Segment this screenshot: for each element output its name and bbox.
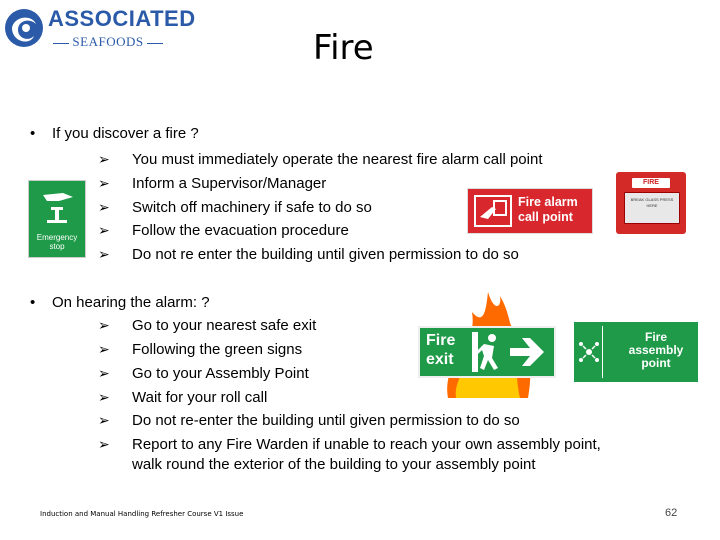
- fire-alarm-label: [518, 195, 578, 225]
- list-item-text: walk round the exterior of the building to your assembly point: [132, 456, 536, 473]
- assembly-divider: [602, 326, 603, 378]
- list-item-continuation: [0, 453, 720, 477]
- arrow-bullet-icon: ➢: [98, 365, 110, 381]
- arrow-bullet-icon: ➢: [98, 412, 110, 428]
- call-box-label-plate: [632, 178, 670, 188]
- list-item-text: Go to your nearest safe exit: [132, 317, 317, 334]
- list-item: [0, 172, 720, 196]
- list-item: [0, 386, 720, 410]
- bullet-dot: •: [30, 125, 36, 142]
- list-item: [0, 196, 720, 220]
- list-item: [0, 243, 720, 267]
- hand-press-icon: [29, 181, 85, 231]
- fire-alarm-line1: Fire alarm: [518, 195, 578, 209]
- arrow-right-icon: [508, 334, 548, 370]
- logo-subtitle: SEAFOODS: [48, 34, 168, 50]
- fire-call-point-box: [616, 172, 686, 234]
- section1-heading-row: [0, 122, 720, 146]
- arrow-bullet-icon: ➢: [98, 317, 110, 333]
- logo-name: ASSOCIATED: [48, 6, 196, 31]
- list-item: [0, 219, 720, 243]
- arrow-bullet-icon: ➢: [98, 341, 110, 357]
- fire-exit-line1: Fire: [426, 332, 456, 349]
- fire-exit-line2: exit: [426, 351, 454, 368]
- fire-exit-label: [426, 331, 455, 369]
- assembly-point-label: [616, 331, 696, 370]
- list-item-text: Go to your Assembly Point: [132, 365, 309, 382]
- bullet-dot: •: [30, 294, 36, 311]
- call-box-glass: [624, 192, 680, 224]
- arrow-bullet-icon: ➢: [98, 436, 110, 452]
- arrow-bullet-icon: ➢: [98, 222, 110, 238]
- list-item: [0, 409, 720, 433]
- fire-assembly-point-sign: [574, 322, 698, 382]
- section2-heading: On hearing the alarm: ?: [52, 294, 210, 311]
- page-number: 62: [665, 507, 678, 519]
- section1-heading: If you discover a fire ?: [52, 125, 199, 142]
- emergency-stop-line1: Emergency: [36, 233, 78, 242]
- emergency-stop-sign: [28, 180, 86, 258]
- list-item-text: Inform a Supervisor/Manager: [132, 175, 327, 192]
- assembly-line2: assembly: [628, 343, 684, 357]
- list-item: [0, 148, 720, 172]
- list-item-text: Following the green signs: [132, 341, 303, 358]
- list-item-text: Report to any Fire Warden if unable to reach your own assembly point,: [132, 436, 601, 453]
- arrow-bullet-icon: ➢: [98, 151, 110, 167]
- assembly-line3: point: [641, 356, 671, 370]
- list-item-text: Switch off machinery if safe to do so: [132, 199, 372, 216]
- list-item-text: Follow the evacuation procedure: [132, 222, 349, 239]
- running-man-icon: [472, 332, 502, 372]
- footer-text: Induction and Manual Handling Refresher Course V1 Issue: [40, 510, 244, 518]
- section2-heading-row: [0, 291, 720, 315]
- fire-exit-sign: [418, 326, 556, 378]
- call-box-instructions: BREAK GLASS PRESS HERE: [630, 197, 674, 208]
- hand-press-icon: [474, 195, 512, 227]
- list-item-text: Wait for your roll call: [132, 389, 268, 406]
- list-item-text: Do not re enter the building until given permission to do so: [132, 246, 519, 263]
- fire-alarm-call-point-sign: [467, 188, 593, 234]
- logo-swirl-icon: [2, 4, 46, 52]
- arrow-bullet-icon: ➢: [98, 389, 110, 405]
- list-item-text: You must immediately operate the nearest fire alarm call point: [132, 151, 543, 168]
- emergency-stop-line2: stop: [49, 242, 65, 251]
- page-title: Fire: [313, 28, 374, 68]
- assembly-line1: Fire: [644, 330, 667, 344]
- arrow-bullet-icon: ➢: [98, 199, 110, 215]
- call-box-label: FIRE: [643, 179, 659, 186]
- list-item-text: Do not re-enter the building until given permission to do so: [132, 412, 520, 429]
- arrow-bullet-icon: ➢: [98, 246, 110, 262]
- emergency-stop-label: [29, 233, 85, 251]
- people-gather-icon: [577, 340, 601, 364]
- fire-alarm-line2: call point: [518, 210, 573, 224]
- arrow-bullet-icon: ➢: [98, 175, 110, 191]
- company-logo: [2, 4, 196, 52]
